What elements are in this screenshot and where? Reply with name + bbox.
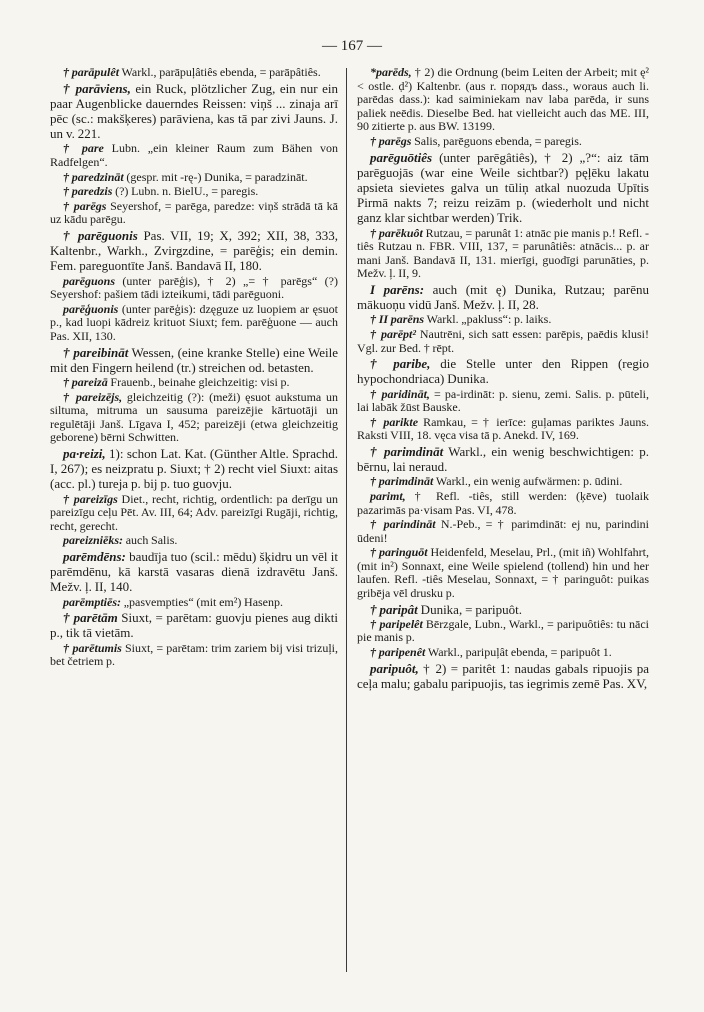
entry-definition: die Stelle unter den Rippen (regio hypochondriaca) Dunika. — [357, 356, 649, 387]
dictionary-entry — [50, 171, 338, 185]
entry-headword: paripuôt, — [370, 660, 419, 676]
dictionary-entry — [50, 345, 338, 375]
entry-definition: Pas. VII, 19; X, 392; XII, 38, 333, Kaltenbr., Warkh., Zvirgzdine, = parēģis; ein demin. Fem. pareguontīte Janš. Bandavā II, 180. — [50, 227, 338, 274]
entry-headword: pa·reizi, — [63, 445, 106, 461]
entry-definition: Dunika, = paripuôt. — [417, 601, 523, 617]
dictionary-entry — [357, 282, 649, 312]
entry-definition: Bērzgale, Lubn., Warkl., = paripuôtiês: tu nāci pie manis p. — [357, 616, 649, 645]
entry-headword: pareizniēks: — [63, 533, 123, 548]
entry-headword: † paripelêt — [370, 616, 423, 631]
entry-headword: † II parēns — [370, 312, 425, 327]
dictionary-entry — [50, 303, 338, 344]
entry-headword: † parāpulêt — [63, 65, 120, 79]
dictionary-entry — [357, 416, 649, 443]
dictionary-entry — [50, 376, 338, 390]
entry-headword: parēguons — [63, 273, 116, 288]
entry-definition: Wessen, (eine kranke Stelle) eine Weile mit den Fingern heilend (tr.) streichen od. betasten. — [50, 344, 338, 375]
entry-headword: † parēgs — [63, 198, 107, 213]
dictionary-entry — [357, 618, 649, 645]
entry-definition: (gespr. mit -rę-) Dunika, = paradzināt. — [123, 169, 308, 184]
entry-headword: † parēkuôt — [370, 225, 423, 240]
entry-definition: 1): schon Lat. Kat. (Günther Altle. Sprachd. I, 267); es neizpratu p. Siuxt; † 2) recht viel Siuxt: aitas (acc. pl.) tureja p. bij p. tuo guovju. — [50, 445, 338, 492]
entry-definition: ein Ruck, plötzlicher Zug, ein nur ein paar Augenblicke dauerndes Reissen: viņš ... zinaja arī pēc (sc.: makšķeres) parāviena, kas tā par zivi Jauns. J. un v. 221. — [50, 80, 338, 142]
dictionary-entry — [50, 185, 338, 199]
dictionary-entry — [357, 444, 649, 474]
entry-headword: † pareibināt — [63, 344, 129, 360]
page-number: — 167 — — [322, 38, 382, 54]
entry-headword: † parikte — [370, 414, 419, 429]
entry-definition: N.-Peb., = † parimdināt: ej nu, parindini ūdeni! — [357, 517, 649, 545]
dictionary-entry — [50, 549, 338, 595]
entry-definition: Lubn. „ein kleiner Raum zum Bähen von Radfelgen“. — [50, 141, 338, 169]
dictionary-entry — [357, 66, 649, 134]
dictionary-entry — [357, 518, 649, 545]
entry-headword: † parindināt — [370, 517, 436, 532]
entry-headword: † parimdināt — [370, 443, 444, 459]
entry-headword: † paripât — [370, 601, 418, 617]
entry-headword: parimt, — [370, 488, 406, 503]
dictionary-entry — [357, 313, 649, 327]
dictionary-entry — [50, 142, 338, 169]
entry-headword: † paribe, — [370, 356, 431, 372]
dictionary-entry — [50, 534, 338, 548]
entry-definition: Warkl., parāpuļâtiês ebenda, = parāpâtiês. — [119, 65, 321, 79]
entry-definition: (unter parēģis): dzęguze uz luopiem ar ęsuot p., kad luopi kādreiz krituot Siuxt; fem. parēģuone — auch Pas. XII, 130. — [50, 301, 338, 343]
entry-definition: † 2) die Ordnung (beim Leiten der Arbeit; mit ę² < ostle. ḍ²) Kaltenbr. (aus r. порядъ dass., woraus auch li. parēdas dass.): kad saiminiekam nav laba parēda, ir suns paliek neēdis. Dieselbe Bed. hat vielleicht auch das ME. III, 90 zitierte p. aus BW. 13199. — [357, 65, 649, 134]
entry-definition: Siuxt, = parētam: trim zariem bij visi trizuļi, bet četriem p. — [50, 640, 338, 669]
entry-headword: † parāviens, — [63, 80, 131, 96]
entry-definition: Salis, parēguons ebenda, = paregis. — [411, 133, 582, 148]
dictionary-entry — [50, 596, 338, 610]
dictionary-entry — [357, 227, 649, 281]
entry-headword: † pare — [63, 141, 104, 156]
entry-headword: † parēgs — [370, 133, 412, 148]
entry-definition: Ramkau, = † ierīce: guļamas pariktes Jauns. Raksti VIII, 18. vęca visa tā p. Anekd. IV, 169. — [357, 414, 649, 443]
entry-headword: † paredzis — [63, 184, 113, 199]
right-column — [357, 66, 649, 692]
entry-headword: † parētumis — [63, 640, 122, 655]
entry-definition: Siuxt, = parētam: guovju pienes aug dikti p., tik tā vietām. — [50, 610, 338, 641]
entry-definition: Heidenfeld, Meselau, Prl., (mit iñ) Wohlfahrt, (mit in²) Sonnaxt, eine Weile spielend (tollend) hin und her laufen. Refl. -tiês Meselau, Sonnaxt, = † paringuôt: puikas gribēja vēl drusku p. — [357, 545, 649, 601]
entry-definition: Warkl., ein wenig aufwärmen: p. ūdini. — [433, 474, 623, 489]
entry-headword: I parēns: — [370, 281, 425, 297]
entry-definition: Rutzau, = parunât 1: atnāc pie manis p.! Refl. -tiês Rutzau n. FBR. VIII, 137, = parunâtiês: atnācis... p. ar mani Janš. Bandavā II, 131. mierīgi, guodīgi parunāties, p. Mežv. ļ. II, 9. — [357, 225, 649, 281]
dictionary-entry — [50, 228, 338, 274]
entry-headword: † parimdināt — [370, 474, 434, 489]
dictionary-entry — [50, 610, 338, 640]
entry-headword: parēmptiēs: — [63, 594, 121, 609]
entry-headword: † parēpt² — [370, 326, 416, 341]
entry-definition: † Refl. -tiês, still werden: (ķēve) tuolaik pazarimās pa·visam Pas. VI, 478. — [357, 488, 649, 517]
dictionary-entry — [357, 602, 649, 617]
entry-headword: † pareizējs, — [63, 389, 123, 404]
entry-definition: Frauenb., beinahe gleichzeitig: visi p. — [107, 374, 290, 389]
dictionary-entry — [50, 446, 338, 492]
dictionary-entry — [357, 490, 649, 517]
dictionary-entry — [50, 275, 338, 302]
dictionary-entry — [50, 81, 338, 142]
dictionary-entry — [357, 150, 649, 226]
dictionary-entry — [50, 200, 338, 227]
entry-headword: † paringuōt — [370, 545, 428, 560]
left-column — [50, 66, 338, 670]
entry-headword: parēģuonis — [63, 301, 119, 316]
dictionary-entry — [50, 391, 338, 445]
entry-headword: † pareizīgs — [63, 491, 118, 506]
entry-definition: baudīja tuo (scil.: mēdu) šķidru un vēl it parēmdēnu, kā karstā vasaras dienā izdravētu Janš. Mežv. ļ. II, 140. — [50, 548, 338, 595]
entry-headword: † paripenêt — [370, 645, 426, 660]
entry-definition: „pasvempties“ (mit em²) Hasenp. — [121, 594, 284, 609]
entry-definition: Diet., recht, richtig, ordentlich: pa derīgu un pareizīgu ceļu Pēt. Av. III, 64; Adv. pareizīgi Rugāji, richtig, recht, gerecht. — [50, 491, 338, 533]
dictionary-entry — [357, 661, 649, 691]
dictionary-entry — [50, 493, 338, 534]
entry-headword: † paridināt, — [370, 386, 430, 401]
entry-definition: Seyershof, = parēga, paredze: viņš strādā tā kā uz kādu parēgu. — [50, 198, 338, 227]
entry-headword: parēguōtiês — [370, 149, 433, 165]
dictionary-entry — [357, 328, 649, 355]
dictionary-entry — [357, 646, 649, 660]
entry-definition: (unter parēgâtiês), † 2) „?“: aiz tām parēguojās (war eine Weile sichtbar?) pęļēku lakatu apsieta sievietes galva un tūliņ atkal nuozuda Upītis Pirmā nakts 7; reizu reizām p. (wiederholt und nicht ganz klar sichtbar werden) Trik. — [357, 149, 649, 226]
dictionary-entry — [357, 356, 649, 386]
entry-headword: *parēds, — [370, 65, 412, 79]
column-divider — [346, 68, 347, 972]
entry-definition: Warkl., ein wenig beschwichtigen: p. bērnu, lai neraud. — [357, 443, 649, 475]
entry-headword: † parētām — [63, 610, 118, 626]
dictionary-entry — [357, 135, 649, 149]
entry-definition: (unter parēģis), † 2) „= † parēgs“ (?) Seyershof: pašiem tādi izteikumi, tādi parēguoni. — [50, 273, 338, 302]
dictionary-entry — [50, 66, 338, 80]
entry-definition: Nautrēni, sich satt essen: parēpis, paēdis klusi! Vgl. zur Bed. † rēpt. — [357, 326, 649, 355]
entry-headword: † paredzināt — [63, 169, 124, 184]
entry-definition: gleichzeitig (?): (meži) ęsuot aukstuma un siltuma, mitruma un sausuma pareizējie kārtuotāji un regulētāji Janš. Līgava I, 452; pareizēji (etwa gleichzeitig geborene) bērni Schwitten. — [50, 389, 338, 445]
entry-definition: = pa-irdināt: p. sienu, zemi. Salis. p. pūteli, lai labāk žūst Bauske. — [357, 386, 649, 415]
dictionary-entry — [357, 388, 649, 415]
entry-definition: Warkl. „pakluss“: p. laiks. — [424, 312, 552, 327]
entry-headword: † pareizā — [63, 374, 108, 389]
entry-headword: † parēguonis — [63, 227, 138, 243]
entry-definition: (?) Lubn. n. BielU., = paregis. — [112, 184, 259, 199]
entry-definition: Warkl., paripuļât ebenda, = paripuôt 1. — [425, 645, 612, 660]
dictionary-entry — [357, 475, 649, 489]
entry-definition: auch Salis. — [123, 533, 178, 548]
dictionary-entry — [357, 546, 649, 600]
dictionary-entry — [50, 642, 338, 669]
entry-headword: parēmdēns: — [63, 548, 126, 564]
entry-definition: auch (mit ę) Dunika, Rutzau; parēnu mākuoņu vidū Janš. Mežv. ļ. II, 28. — [357, 281, 649, 313]
entry-definition: † 2) = paritêt 1: naudas gabals ripuojis pa ceļa malu; gabalu paripuojis, tas iegrimis zemē Pas. XV, — [357, 660, 649, 691]
